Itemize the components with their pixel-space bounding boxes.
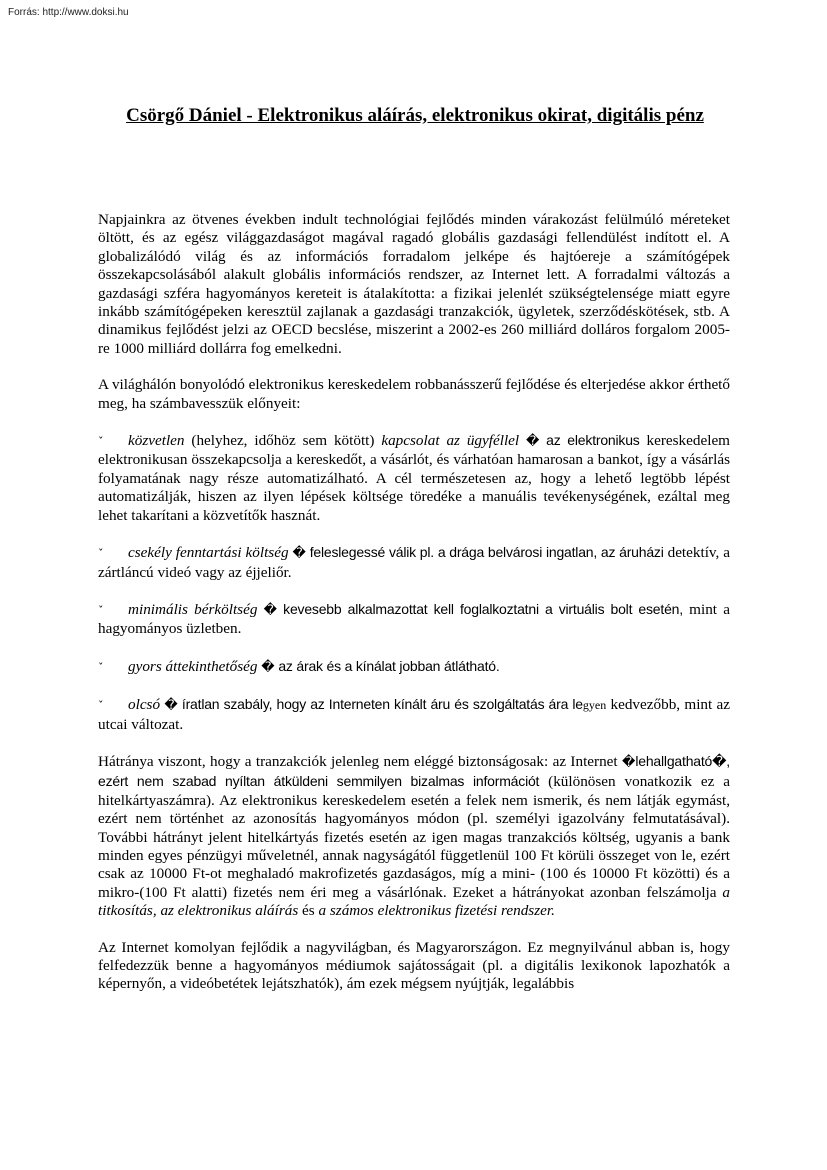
list-item: ˇ olcsó � íratlan szabály, hogy az Interneten kínált áru és szolgáltatás ára legyen kedvezőbb, mint az utcai változat. — [98, 696, 730, 733]
paragraph-advantages-lead: A világhálón bonyolódó elektronikus kereskedelem robbanásszerű fejlődése és elterjedése akkor érthető meg, ha számbavesszük előnyeit: — [98, 376, 730, 412]
replacement-char-icon: � — [261, 659, 275, 675]
list-item: ˇ minimális bérköltség � kevesebb alkalmazottat kell foglalkoztatni a virtuális bolt esetén, mint a hagyományos üzletben. — [98, 600, 730, 638]
bullet-icon: ˇ — [98, 660, 104, 674]
replacement-char-icon: � — [526, 434, 540, 450]
bullet-icon: ˇ — [98, 699, 104, 713]
paragraph-internet-development: Az Internet komolyan fejlődik a nagyvilágban, és Magyarországon. Ez megnyilvánul abban is, hogy felfedezzük benne a hagyományos médiumok sajátosságait (pl. a digitális lexikonok lapozhatók a képernyőn, a videóbetétek lejátszhatók), ám ezek mégsem nyújtják, legalábbis — [98, 938, 730, 993]
source-line: Forrás: http://www.doksi.hu — [8, 7, 129, 18]
replacement-char-icon: � — [292, 546, 306, 562]
replacement-char-icon: � — [164, 698, 178, 714]
list-item: ˇ csekély fenntartási költség � feleslegessé válik pl. a drága belvárosi ingatlan, az áruházi detektív, a zártláncú videó vagy az éjjeliőr. — [98, 544, 731, 581]
paragraph-intro: Napjainkra az ötvenes években indult technológiai fejlődés minden várakozást felülmúló méreteket öltött, és az egész világgazdaságot magával ragadó globális gazdasági fellendülést indított el. A globalizálódó világ és az információs forradalom jelképe és hajtóereje a számítógépek összekapcsolásából alakult globális információs rendszer, az Internet lett. A forradalmi változás a gazdasági szféra hagyományos kereteit is átalakította: a fizikai jelenlét szükségtelensége miatt egyre inkább számítógépeken keresztül zajlanak a gazdasági tranzakciók, ügyletek, szerződéskötések, stb. A dinamikus fejlődést jelzi az OECD becslése, miszerint a 2002-es 260 milliárd dolláros forgalom 2005-re 1000 milliárd dollárra fog emelkedni. — [98, 211, 730, 357]
document-title: Csörgő Dániel - Elektronikus aláírás, elektronikus okirat, digitális pénz — [126, 105, 704, 126]
list-item: ˇ gyors áttekinthetőség � az árak és a kínálat jobban átlátható. — [98, 657, 730, 677]
paragraph-disadvantages: Hátránya viszont, hogy a tranzakciók jelenleg nem eléggé biztonságosak: az Internet �lehallgatható�, ezért nem szabad nyíltan átküldeni semmilyen bizalmas információt (különösen vonatkozik ez a hitelkártyaszámra). Az elektronikus kereskedelem esetén a felek nem ismerik, és nem látják egymást, ezért nem történhet az azonosítás hagyományos módon (pl. személyi igazolvány felmutatásával). További hátrányt jelent hitelkártyás fizetés esetén az igen magas tranzakciós költség, ugyanis a bank minden egyes pénzügyi műveletnél, annak nagyságától függetlenül 100 Ft körüli összeget von le, ezért csak az 10000 Ft-ot meghaladó makrofizetés gazdaságos, míg a mini- (100 és 10000 Ft közötti) és a mikro-(100 Ft alatti) fizetés nem éri meg a vásárlónak. Ezeket a hátrányokat azonban felszámolja a titkosítás, az elektronikus aláírás és a számos elektronikus fizetési rendszer. — [98, 752, 730, 920]
replacement-char-icon: � — [622, 754, 636, 770]
list-item: ˇ közvetlen (helyhez, időhöz sem kötött) kapcsolat az ügyféllel � az elektronikus kereskedelem elektronikusan összekapcsolja a kereskedőt, a vásárlót, és várhatóan hamarosan a bankot, így a vásárlás folyamatának nagy része automatizálható. A cél természetesen az, hogy a lehető legtöbb lépést automatizálják, hiszen az ilyen lépések költsége töredéke a manuális tevékenységének, ezáltal meg lehet takarítani a közvetítők hasznát. — [98, 432, 730, 524]
bullet-icon: ˇ — [98, 435, 104, 449]
document-body — [98, 211, 730, 994]
replacement-char-icon: � — [263, 602, 278, 618]
bullet-icon: ˇ — [98, 603, 104, 617]
bullet-icon: ˇ — [98, 547, 104, 561]
